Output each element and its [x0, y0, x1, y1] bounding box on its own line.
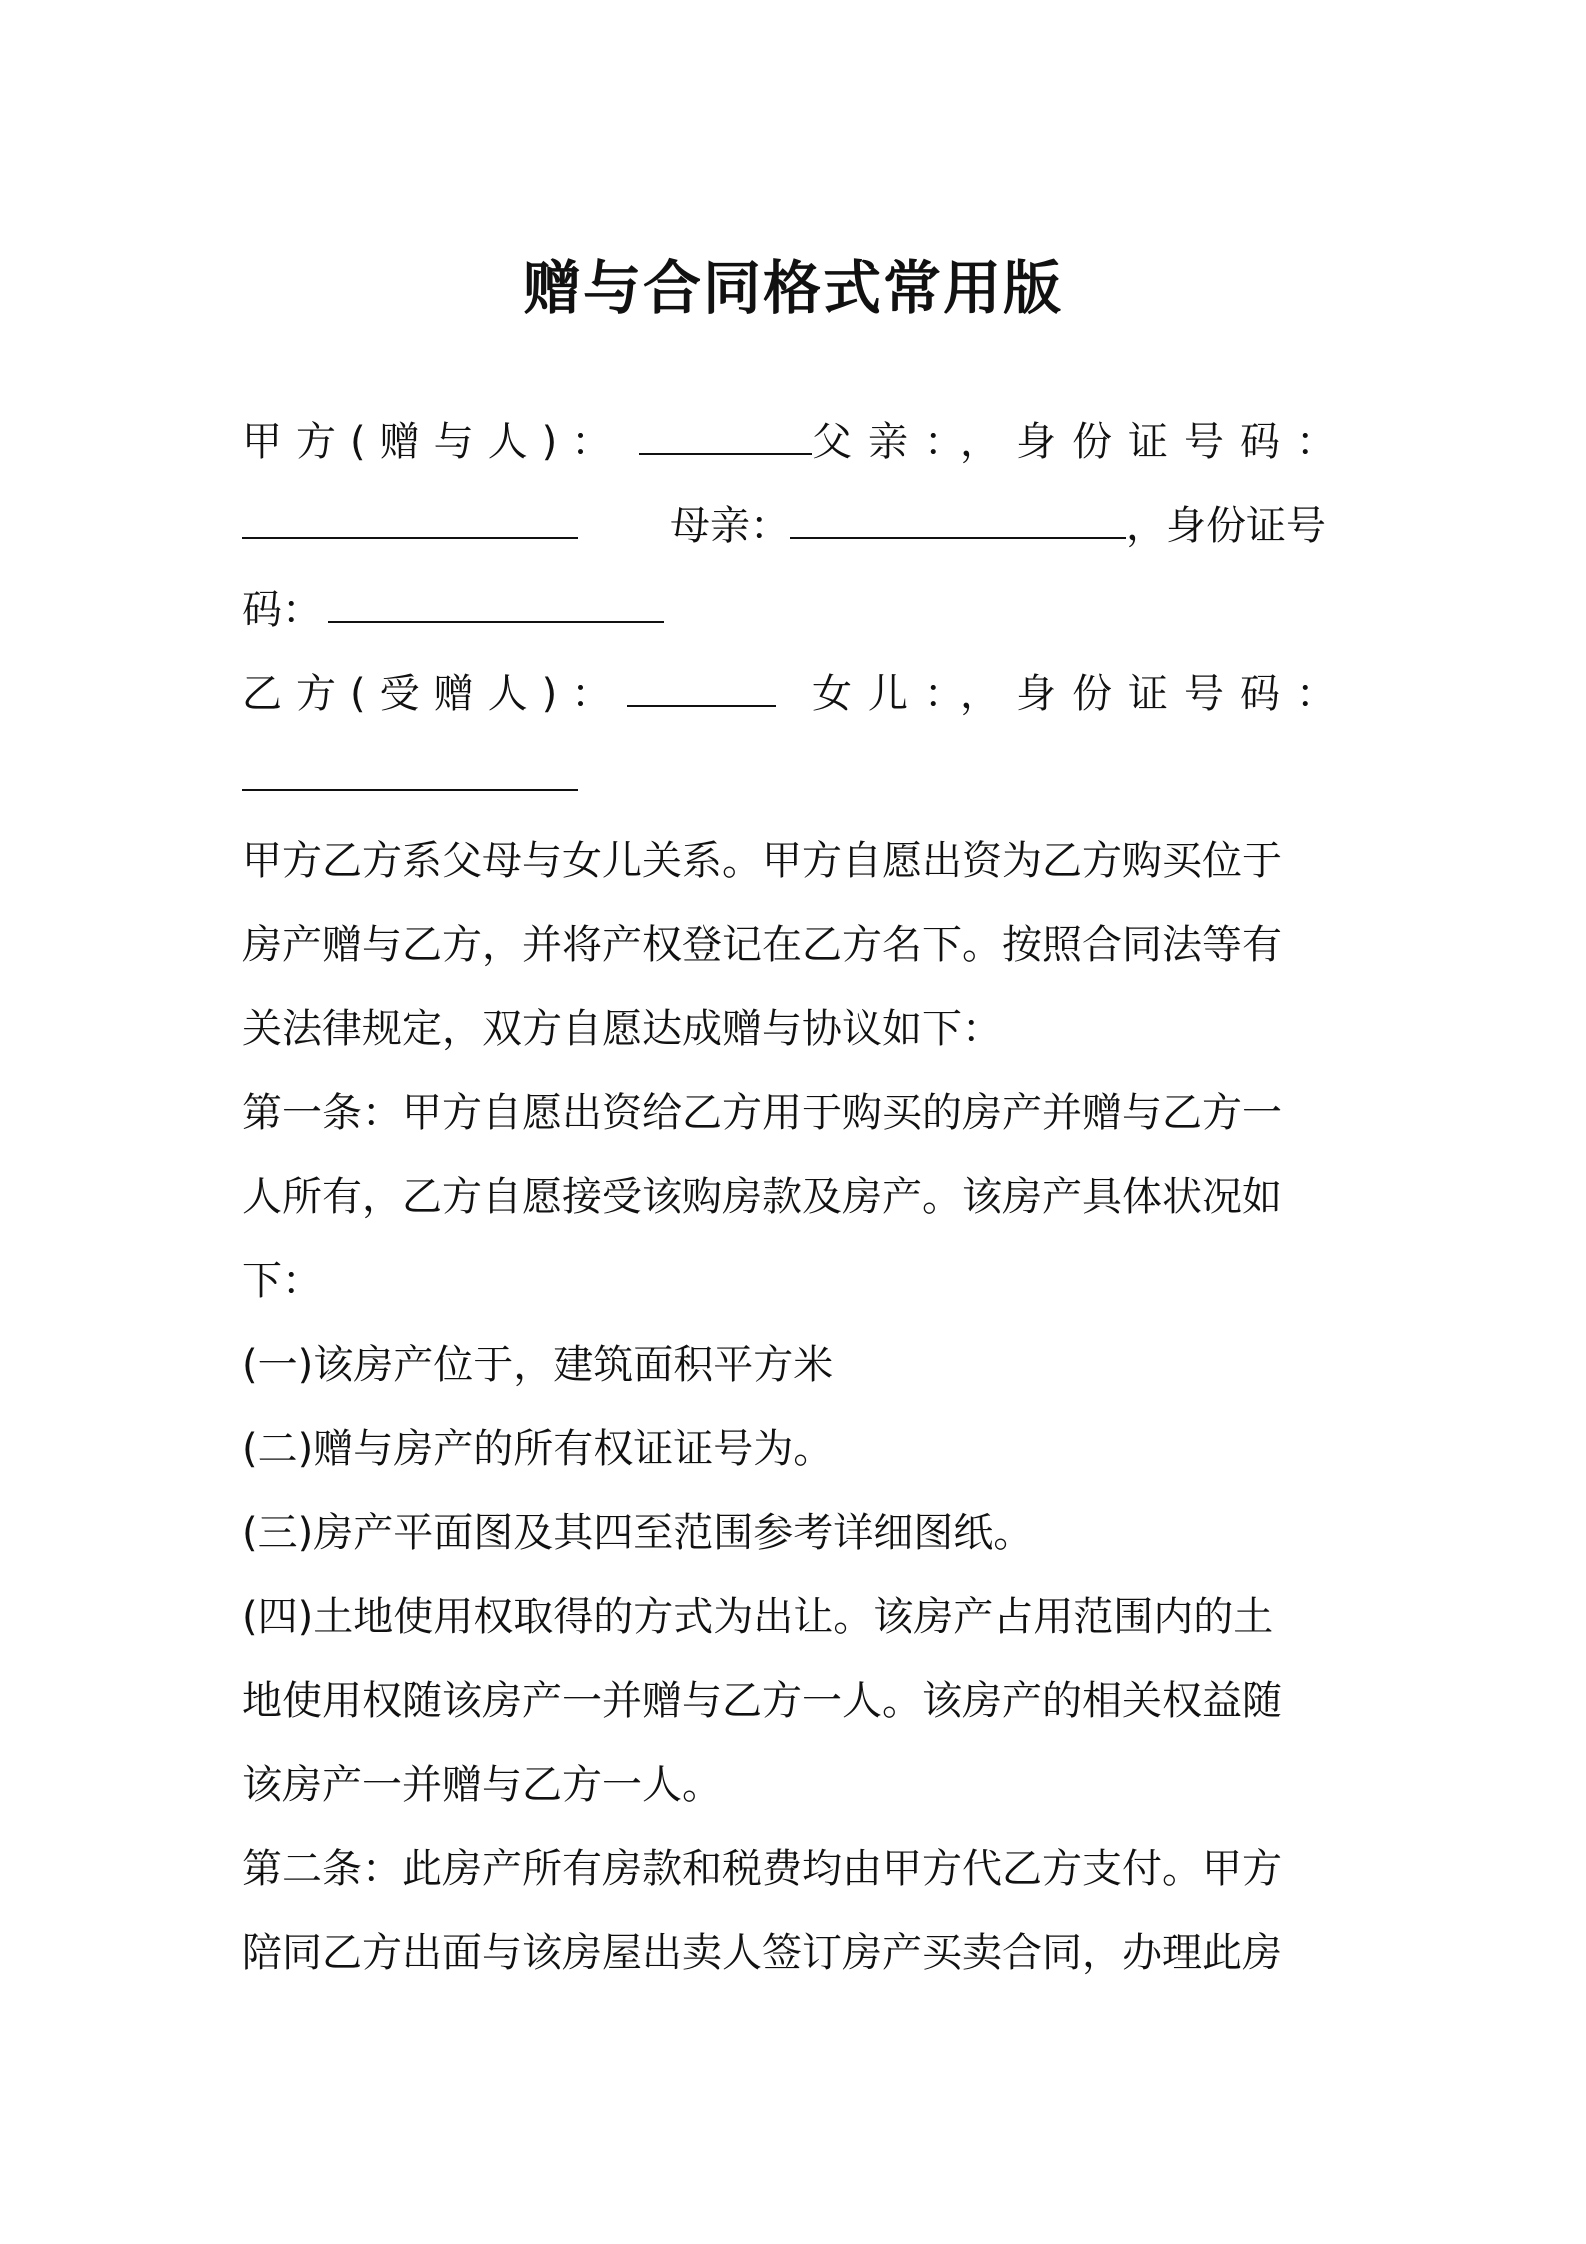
mother-id-label-part2: 码：: [242, 587, 322, 633]
document-title: 赠与合同格式常用版: [522, 254, 1063, 322]
daughter-id-blank: [242, 749, 578, 791]
body-line-3: 关法律规定，双方自愿达成赠与协议如下：: [242, 1006, 1002, 1052]
mother-label: 母亲：: [670, 503, 790, 549]
party-a-label: 甲方(赠与人)：: [242, 419, 626, 465]
clause-3: (三)房产平面图及其四至范围参考详细图纸。: [242, 1510, 1034, 1556]
article-1-line-2: 人所有，乙方自愿接受该购房款及房产。该房产具体状况如: [242, 1174, 1282, 1220]
party-a-line-1: [242, 413, 1352, 470]
article-2-line-1: 第二条：此房产所有房款和税费均由甲方代乙方支付。甲方: [242, 1846, 1282, 1892]
article-2-line-2: 陪同乙方出面与该房屋出卖人签订房产买卖合同，办理此房: [242, 1930, 1282, 1976]
party-a-line-2: [242, 497, 1352, 554]
mother-id-label-part1: ，身份证号: [1126, 503, 1326, 549]
father-id-label: 父亲：，身份证号码：: [812, 419, 1352, 465]
clause-2: (二)赠与房产的所有权证证号为。: [242, 1426, 834, 1472]
party-b-label: 乙方(受赠人)：: [242, 671, 626, 717]
body-line-1: 甲方乙方系父母与女儿关系。甲方自愿出资为乙方购买位于: [242, 838, 1282, 884]
party-b-line-1: [242, 665, 1352, 722]
clause-1: (一)该房产位于，建筑面积平方米: [242, 1342, 834, 1388]
party-b-line-2: [242, 749, 1352, 791]
body-line-2: 房产赠与乙方，并将产权登记在乙方名下。按照合同法等有: [242, 922, 1282, 968]
mother-name-blank: [790, 497, 1126, 539]
clause-4-line-2: 地使用权随该房产一并赠与乙方一人。该房产的相关权益随: [242, 1678, 1282, 1724]
mother-id-blank: [328, 581, 664, 623]
party-b-name-blank: [627, 665, 776, 707]
clause-4-line-3: 该房产一并赠与乙方一人。: [242, 1762, 722, 1808]
article-1-line-3: 下：: [242, 1258, 322, 1304]
party-a-name-blank: [639, 413, 812, 455]
article-1-line-1: 第一条：甲方自愿出资给乙方用于购买的房产并赠与乙方一: [242, 1090, 1282, 1136]
father-id-blank: [242, 497, 578, 539]
clause-4-line-1: (四)土地使用权取得的方式为出让。该房产占用范围内的土: [242, 1594, 1274, 1640]
party-a-line-3: [242, 581, 1352, 638]
daughter-id-label: 女儿：，身份证号码：: [812, 671, 1352, 717]
